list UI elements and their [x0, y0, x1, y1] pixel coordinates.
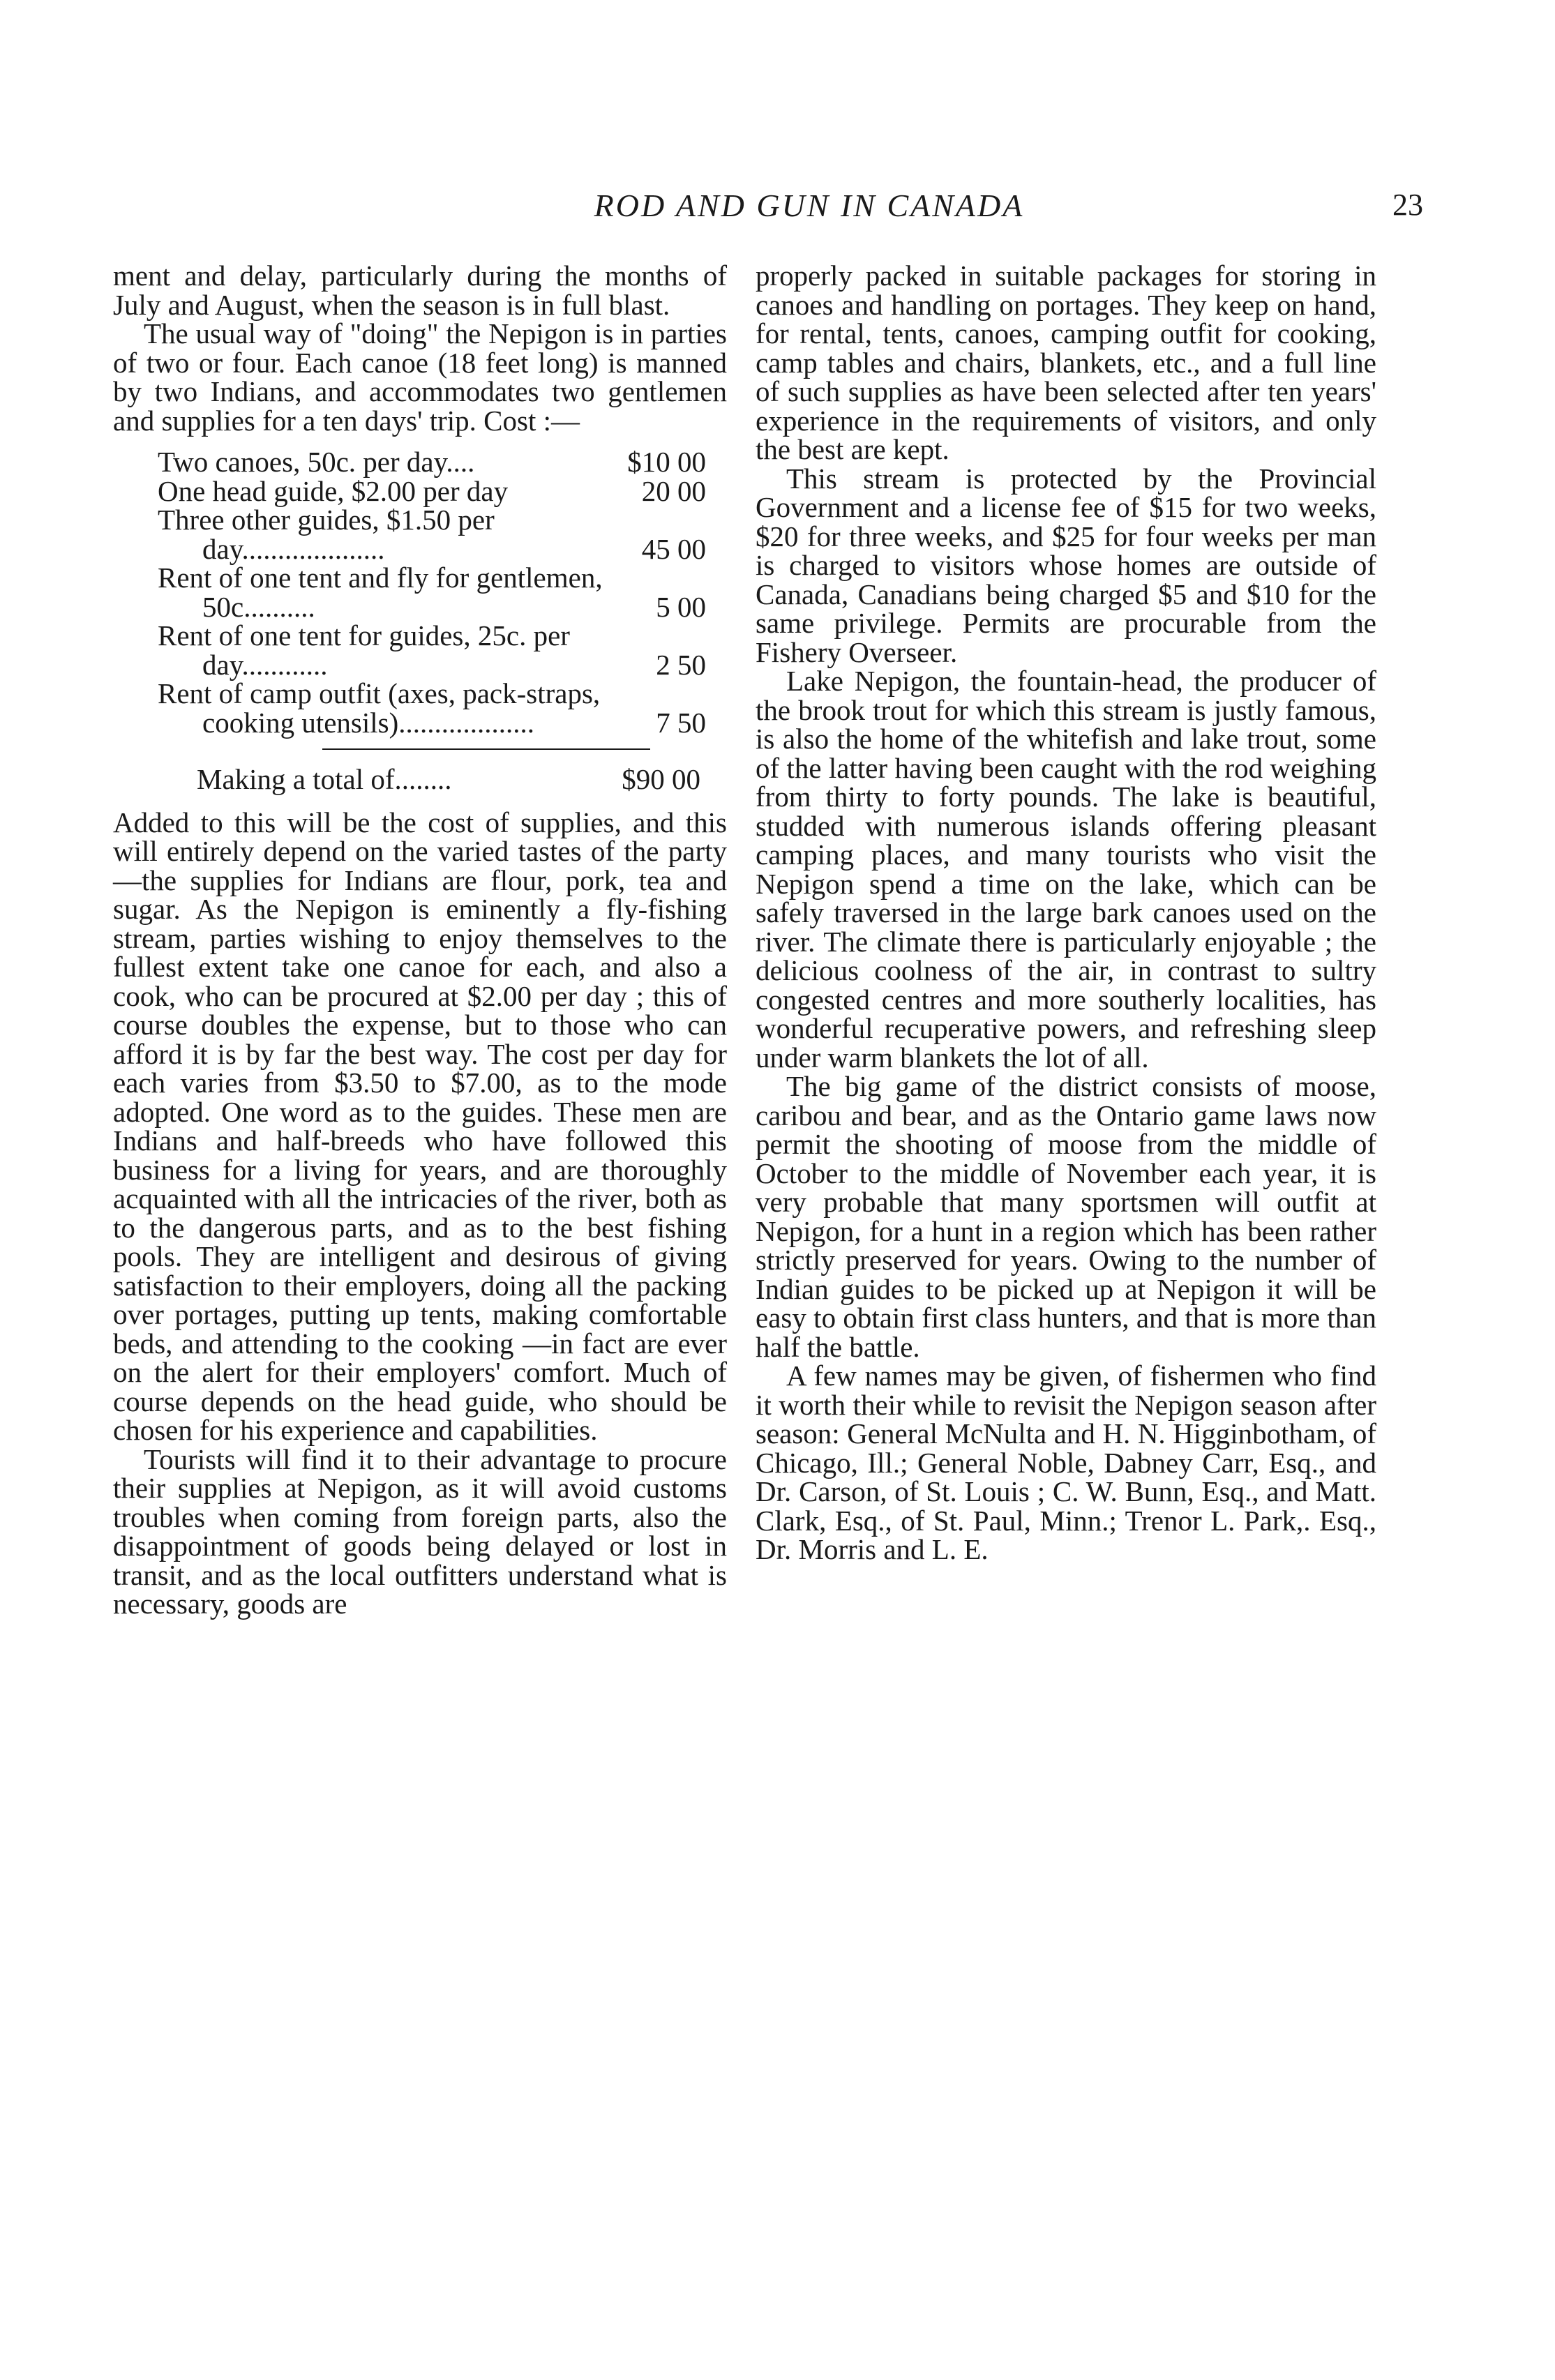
cost-row [158, 564, 706, 622]
cost-amount: 2 50 [656, 648, 706, 681]
left-column [113, 259, 727, 1620]
left-paragraph-3: Added to this will be the cost of supplies, and this will entirely depend on the varied tastes of the party—the supplies for Indians are flour, pork, tea and sugar. As the Nepigon is eminently a fly-fishing stream, parties wishing to enjoy themselves to the fullest extent take one canoe for each, and also a cook, who can be procured at $2.00 per day ; this of course doubles the expense, but to those who can afford it is by far the best way. The cost per day for each varies from $3.50 to $7.00, as to the mode adopted. One word as to the guides. These men are Indians and half-breeds who have followed this business for a living for years, and are thoroughly acquainted with all the intricacies of the river, both as to the dangerous parts, and as to the best fishing pools. They are intelligent and desirous of giving satisfaction to their employers, doing all the packing over portages, putting up tents, making comfortable beds, and attending to the cooking —in fact are ever on the alert for their employers' comfort. Much of course depends on the head guide, who should be chosen for his experience and capabilities. [113, 806, 727, 1446]
page-number: 23 [1392, 188, 1423, 222]
cost-total-label: Making a total of........ [197, 763, 452, 795]
right-paragraph-2: This stream is protected by the Provincial Government and a license fee of $15 for two weeks, $20 for three weeks, and $25 for four weeks per man is charged to visitors whose homes are outside of Canada, Canadians being charged $5 and $10 for the same privilege. Permits are procurable from the Fishery Overseer. [756, 462, 1376, 668]
cost-row [158, 474, 706, 507]
cost-total [197, 765, 700, 794]
left-paragraph-2: The usual way of "doing" the Nepigon is in parties of two or four. Each canoe (18 feet long) is manned by two Indians, and accommodates two gentlemen and supplies for a ten days' trip. Cost :— [113, 317, 727, 437]
right-paragraph-3: Lake Nepigon, the fountain-head, the producer of the brook trout for which this stream is justly famous, is also the home of the whitefish and lake trout, some of the latter having been caught with the rod weighing from thirty to forty pounds. The lake is beautiful, studded with numerous islands offering pleasant camping places, and many tourists who visit the Nepigon spend a time on the lake, which can be safely traversed in the large bark canoes used on the river. The climate there is particularly enjoyable ; the delicious coolness of the air, in contrast to sultry congested centres and more southerly localities, has wonderful recuperative powers, and refreshing sleep under warm blankets the lot of all. [756, 665, 1376, 1074]
cost-total-rule [322, 748, 650, 750]
right-paragraph-1: properly packed in suitable packages for storing in canoes and handling on portages. They keep on hand, for rental, tents, canoes, camping outfit for cooking, camp tables and chairs, blankets, etc., and a full line of such supplies as have been selected after ten years' experience in the requirements of visitors, and only the best are kept. [756, 259, 1376, 465]
left-paragraph-1: ment and delay, particularly during the months of July and August, when the season is in full blast. [113, 259, 727, 321]
page-header [112, 187, 1423, 243]
cost-item: One head guide, $2.00 per day [158, 474, 509, 507]
cost-table [158, 448, 706, 737]
cost-row [158, 506, 706, 564]
cost-item: Rent of camp outfit (axes, pack-straps, cooking utensils)................... [158, 677, 601, 739]
cost-amount: $10 00 [627, 446, 706, 478]
cost-row [158, 448, 706, 477]
cost-amount: 20 00 [641, 474, 706, 507]
cost-total-amount: $90 00 [622, 763, 700, 795]
cost-item: Two canoes, 50c. per day.... [158, 446, 475, 478]
right-paragraph-5: A few names may be given, of fishermen who find it worth their while to revisit the Nepigon season after season: General McNulta and H. N. Higginbotham, of Chicago, Ill.; General Noble, Dabney Carr, Esq., and Dr. Carson, of St. Louis ; C. W. Bunn, Esq., and Matt. Clark, Esq., of St. Paul, Minn.; Trenor L. Park,. Esq., Dr. Morris and L. E. [756, 1360, 1376, 1565]
cost-amount: 7 50 [656, 706, 706, 739]
running-head: ROD AND GUN IN CANADA [594, 188, 1025, 223]
cost-row [158, 619, 706, 681]
right-column [756, 259, 1376, 1565]
right-paragraph-4: The big game of the district consists of moose, caribou and bear, and as the Ontario game laws now permit the shooting of moose from the middle of October to the middle of November each year, it is very probable that many sportsmen will outfit at Nepigon, for a hunt in a region which has been rather strictly preserved for years. Owing to the number of Indian guides to be picked up at Nepigon it will be easy to obtain first class hunters, and that is more than half the battle. [756, 1070, 1376, 1363]
cost-item: Three other guides, $1.50 per day.................... [158, 504, 495, 565]
cost-item: Rent of one tent for guides, 25c. per day............ [158, 619, 570, 681]
cost-amount: 45 00 [641, 532, 706, 565]
cost-item: Rent of one tent and fly for gentlemen, 50c.......... [158, 562, 603, 623]
cost-row [158, 679, 706, 737]
cost-amount: 5 00 [656, 590, 706, 623]
left-paragraph-4: Tourists will find it to their advantage to procure their supplies at Nepigon, as it will avoid customs troubles when coming from foreign parts, also the disappointment of goods being delayed or lost in transit, and as the local outfitters understand what is necessary, goods are [113, 1443, 727, 1620]
